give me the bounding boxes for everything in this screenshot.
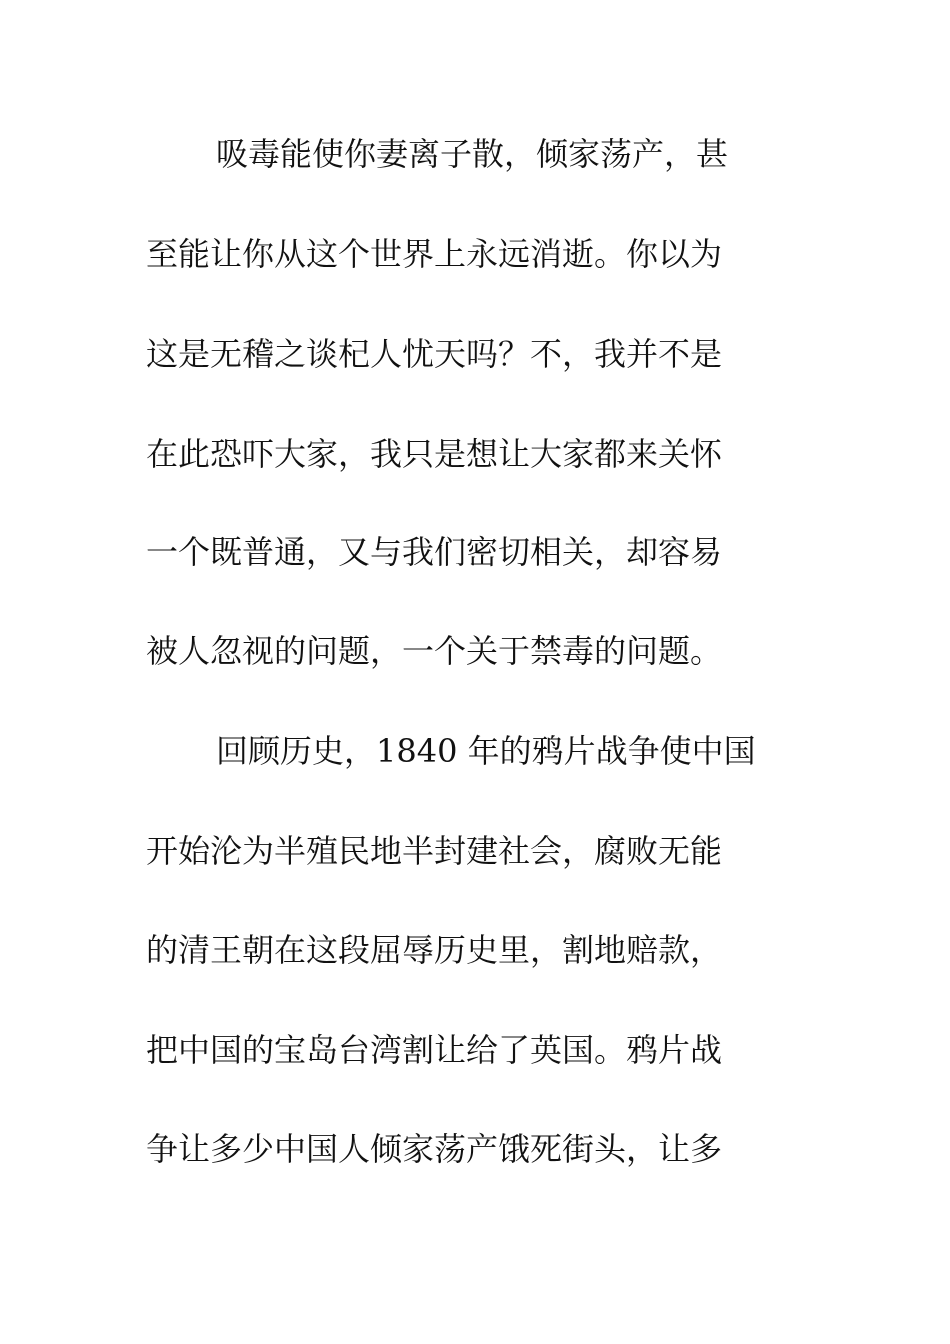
- paragraph-1-line-1: 吸毒能使你妻离子散，倾家荡产，甚: [216, 135, 729, 173]
- paragraph-1-line-2: 至能让你从这个世界上永远消逝。你以为: [146, 235, 723, 273]
- paragraph-2-line-5: 争让多少中国人倾家荡产饿死街头，让多: [146, 1130, 723, 1168]
- paragraph-2-line-1: 回顾历史，1840 年的鸦片战争使中国: [216, 732, 756, 770]
- paragraph-2-line-3: 的清王朝在这段屈辱历史里，割地赔款，: [146, 931, 723, 969]
- paragraph-1-line-3: 这是无稽之谈杞人忧天吗？不，我并不是: [146, 335, 723, 373]
- paragraph-1-line-6: 被人忽视的问题，一个关于禁毒的问题。: [146, 632, 723, 670]
- paragraph-1-line-5: 一个既普通，又与我们密切相关，却容易: [146, 533, 723, 571]
- paragraph-1-line-4: 在此恐吓大家，我只是想让大家都来关怀: [146, 435, 723, 473]
- paragraph-2-line-2: 开始沦为半殖民地半封建社会，腐败无能: [146, 832, 723, 870]
- paragraph-2-line-4: 把中国的宝岛台湾割让给了英国。鸦片战: [146, 1031, 723, 1069]
